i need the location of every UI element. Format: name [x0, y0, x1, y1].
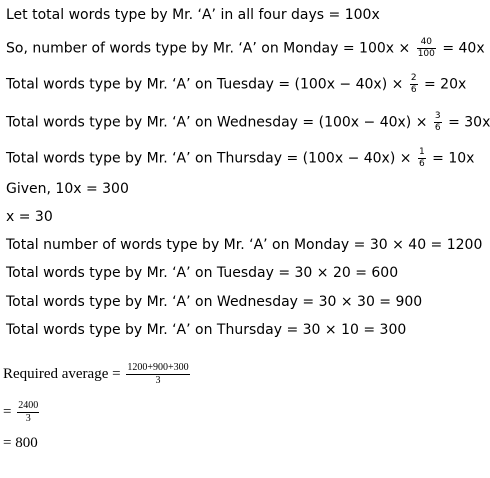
- text-line-1: Let total words type by Mr. ‘A’ in all four days = 100x: [6, 7, 380, 23]
- line-5-result: = 10x: [432, 150, 475, 167]
- text-line-7: x = 30: [6, 209, 53, 225]
- line-4-result: = 30x: [448, 114, 490, 131]
- line-3-result: = 20x: [424, 76, 467, 93]
- text-line-9: Total words type by Mr. ‘A’ on Tuesday = 30 × 20 = 600: [6, 265, 399, 281]
- fraction-numerator: 2: [410, 73, 417, 83]
- fraction-numerator: 40: [417, 37, 436, 49]
- fraction-denominator: 3: [155, 375, 161, 386]
- text-line-2: [6, 37, 485, 60]
- fraction-numerator: 1: [418, 147, 425, 157]
- fraction-3-6: [434, 111, 442, 134]
- line-2-result: = 40x: [442, 40, 485, 57]
- fraction-sum-over-3: [126, 362, 189, 387]
- text-line-3: [6, 73, 466, 96]
- required-average-label: Required average =: [3, 365, 121, 382]
- fraction-denominator: 6: [418, 159, 425, 169]
- fraction-denominator: 6: [434, 123, 441, 133]
- fraction-2-6: [410, 73, 418, 96]
- text-line-4: [6, 111, 490, 134]
- text-line-5: [6, 147, 474, 170]
- fraction-numerator: 1200+900+300: [127, 362, 189, 373]
- text-line-6: Given, 10x = 300: [6, 181, 129, 197]
- average-step-line: [3, 400, 41, 425]
- text-line-8: Total number of words type by Mr. ‘A’ on Monday = 30 × 40 = 1200: [6, 237, 483, 253]
- fraction-1-6: [418, 147, 426, 170]
- equals-sign: =: [3, 403, 12, 420]
- line-3-text: Total words type by Mr. ‘A’ on Tuesday = (100x − 40x) ×: [6, 76, 404, 93]
- fraction-denominator: 3: [25, 413, 31, 424]
- fraction-40-100: [417, 37, 436, 60]
- fraction-denominator: 100: [417, 49, 435, 59]
- final-answer-line: = 800: [3, 435, 38, 451]
- fraction-numerator: 2400: [18, 400, 39, 411]
- line-4-text: Total words type by Mr. ‘A’ on Wednesday = (100x − 40x) ×: [6, 114, 428, 131]
- required-average-line: [3, 362, 192, 387]
- fraction-2400-over-3: [17, 400, 39, 425]
- fraction-denominator: 6: [410, 85, 417, 95]
- line-2-text: So, number of words type by Mr. ‘A’ on Monday = 100x ×: [6, 40, 411, 57]
- line-5-text: Total words type by Mr. ‘A’ on Thursday = (100x − 40x) ×: [6, 150, 412, 167]
- fraction-numerator: 3: [434, 111, 441, 121]
- text-line-10: Total words type by Mr. ‘A’ on Wednesday = 30 × 30 = 900: [6, 294, 423, 310]
- text-line-11: Total words type by Mr. ‘A’ on Thursday = 30 × 10 = 300: [6, 322, 407, 338]
